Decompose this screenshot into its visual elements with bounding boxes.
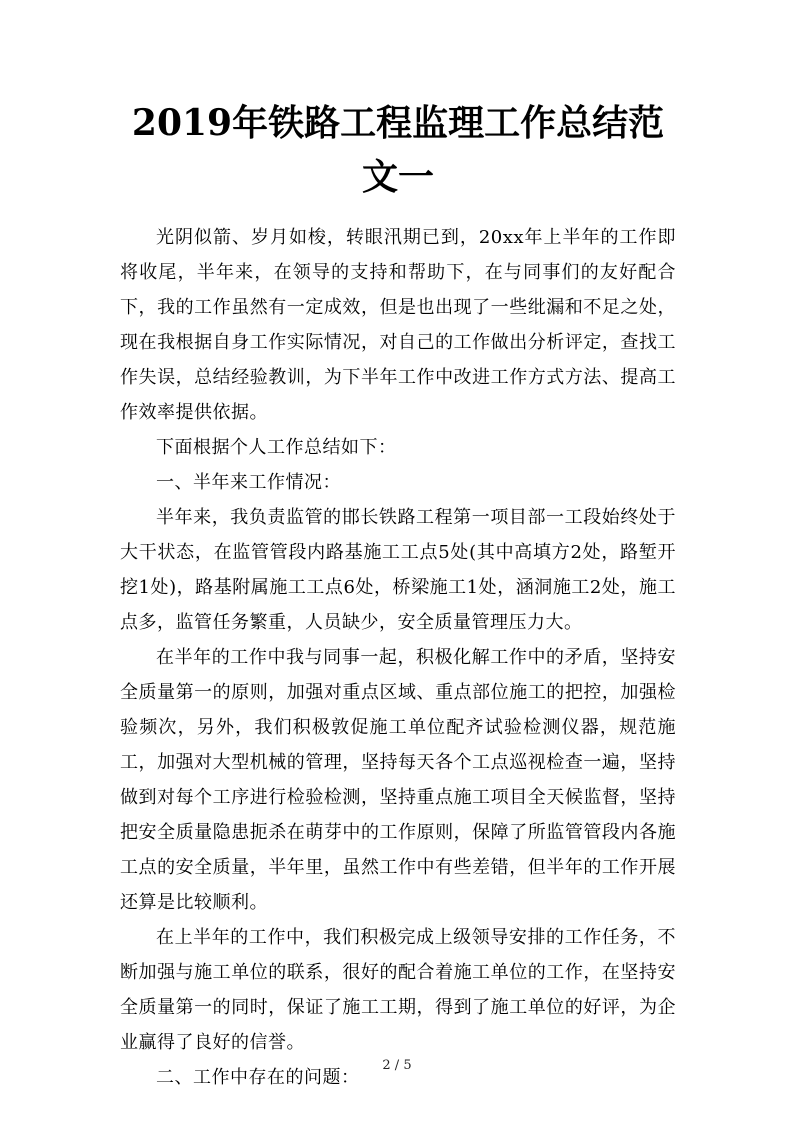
paragraph-safety-quality: 在半年的工作中我与同事一起，积极化解工作中的矛盾，坚持安全质量第一的原则，加强对重点区域、重点部位施工的把控，加强检验频次，另外，我们积极敦促施工单位配齐试验检测仪器，规范施工，加强对大型机械的管理，坚持每天各个工点巡视检查一遍，坚持做到对每个工序进行检验检测，坚持重点施工项目全天候监督，坚持把安全质量隐患扼杀在萌芽中的工作原则，保障了所监管管段内各施工点的安全质量，半年里，虽然工作中有些差错，但半年的工作开展还算是比较顺利。 [120,647,676,913]
section-heading-work-status: 一、半年来工作情况： [156,472,341,493]
page-number: 2 / 5 [382,1058,412,1073]
section-heading-problems: 二、工作中存在的问题： [156,1067,360,1088]
document-body [120,220,676,1095]
paragraph-summary-lead: 下面根据个人工作总结如下： [156,437,397,458]
paragraph-work-scope: 半年来，我负责监管的邯长铁路工程第一项目部一工段始终处于大干状态，在监管管段内路基施工工点5处(其中高填方2处，路堑开挖1处)，路基附属施工工点6处，桥梁施工1处，涵洞施工2处，施工点多，监管任务繁重，人员缺少，安全质量管理压力大。 [120,507,676,633]
paragraph-cooperation: 在上半年的工作中，我们积极完成上级领导安排的工作任务，不断加强与施工单位的联系，很好的配合着施工单位的工作，在坚持安全质量第一的同时，保证了施工工期，得到了施工单位的好评，为企业赢得了良好的信誉。 [120,927,676,1053]
paragraph-intro: 光阴似箭、岁月如梭，转眼汛期已到，20xx年上半年的工作即将收尾，半年来，在领导的支持和帮助下，在与同事们的友好配合下，我的工作虽然有一定成效，但是也出现了一些纰漏和不足之处，现在我根据自身工作实际情况，对自己的工作做出分析评定，查找工作失误，总结经验教训，为下半年工作中改进工作方式方法、提高工作效率提供依据。 [120,227,676,423]
page-title: 2019年铁路工程监理工作总结范文一 [131,102,665,198]
